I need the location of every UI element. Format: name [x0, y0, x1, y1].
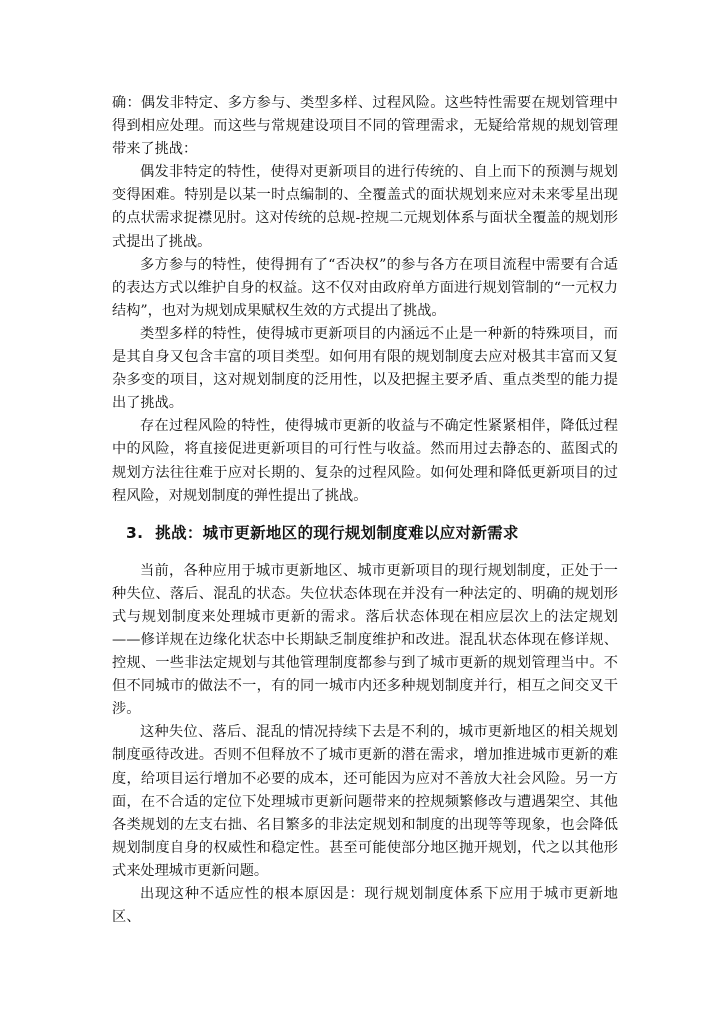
paragraph-current-status: 当前，各种应用于城市更新地区、城市更新项目的现行规划制度，正处于一种失位、落后、混乱的状态。失位状态体现在并没有一种法定的、明确的规划形式与规划制度来处理城市更新的需求。落后状态体现在相应层次上的法定规划——修详规在边缘化状态中长期缺乏制度维护和改进。混乱状态体现在修详规、控规、一些非法定规划与其他管理制度都参与到了城市更新的规划管理当中。不但不同城市的做法不一，有的同一城市内还多种规划制度并行，相互之间交叉干涉。 [112, 562, 618, 718]
section-heading [112, 520, 618, 546]
paragraph-root-cause: 出现这种不适应性的根本原因是：现行规划制度体系下应用于城市更新地区、 [112, 886, 618, 926]
section-number: 3. [126, 523, 144, 542]
paragraph-process-risk: 存在过程风险的特性，使得城市更新的收益与不确定性紧紧相伴，降低过程中的风险，将直接促进更新项目的可行性与收益。然而用过去静态的、蓝图式的规划方法往往难于应对长期的、复杂的过程风险。如何处理和降低更新项目的过程风险，对规划制度的弹性提出了挑战。 [112, 418, 618, 504]
paragraph-multi-party: 多方参与的特性，使得拥有了“否决权”的参与各方在项目流程中需要有合适的表达方式以维护自身的权益。这不仅对由政府单方面进行规划管制的“一元权力结构”，也对为规划成果赋权生效的方式提出了挑战。 [112, 256, 618, 319]
paragraph-sporadic: 偶发非特定的特性，使得对更新项目的进行传统的、自上而下的预测与规划变得困难。特别是以某一时点编制的、全覆盖式的面状规划来应对未来零星出现的点状需求捉襟见肘。这对传统的总规-控规二元规划体系与面状全覆盖的规划形式提出了挑战。 [112, 164, 618, 250]
document-body [112, 92, 618, 929]
section-title: 挑战：城市更新地区的现行规划制度难以应对新需求 [155, 523, 519, 542]
paragraph-continuation: 确：偶发非特定、多方参与、类型多样、过程风险。这些特性需要在规划管理中得到相应处理。而这些与常规建设项目不同的管理需求，无疑给常规的规划管理带来了挑战： [112, 95, 618, 158]
paragraph-diverse-types: 类型多样的特性，使得城市更新项目的内涵远不止是一种新的特殊项目，而是其自身又包含丰富的项目类型。如何用有限的规划制度去应对极其丰富而又复杂多变的项目，这对规划制度的泛用性，以及把握主要矛盾、重点类型的能力提出了挑战。 [112, 325, 618, 412]
paragraph-consequences: 这种失位、落后、混乱的情况持续下去是不利的，城市更新地区的相关规划制度亟待改进。否则不但释放不了城市更新的潜在需求，增加推进城市更新的难度，给项目运行增加不必要的成本，还可能因为应对不善放大社会风险。另一方面，在不合适的定位下处理城市更新问题带来的控规频繁修改与遭遇架空、其他各类规划的左支右拙、名目繁多的非法定规划和制度的出现等等现象，也会降低规划制度自身的权威性和稳定性。甚至可能使部分地区抛开规划，代之以其他形式来处理城市更新问题。 [112, 724, 618, 879]
